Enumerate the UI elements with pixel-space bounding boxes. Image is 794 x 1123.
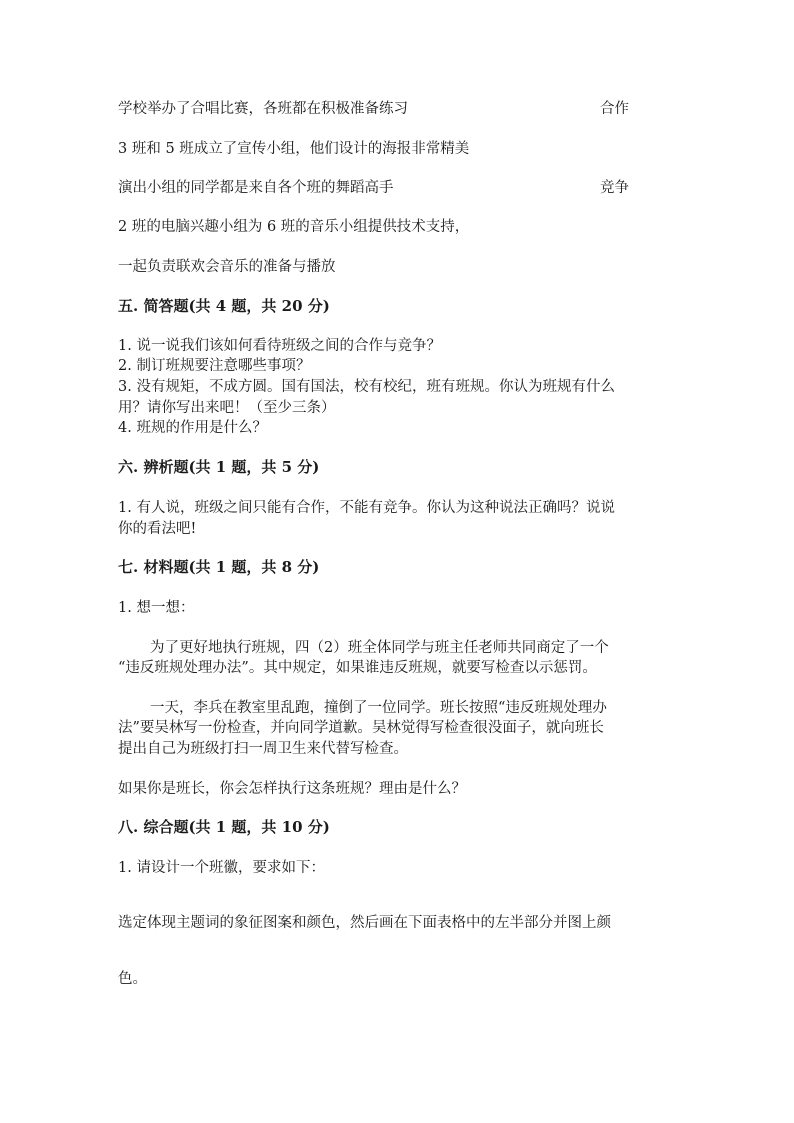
section-7-paragraph-2-line3: 提出自己为班级打扫一周卫生来代替写检查。 <box>118 741 408 757</box>
section-8-requirement-line1: 选定体现主题词的象征图案和颜色，然后画在下面表格中的左半部分并图上颜 <box>118 915 611 931</box>
matching-item-3: 演出小组的同学都是来自各个班的舞蹈高手 <box>118 180 394 196</box>
section-5-q2: 2. 制订班规要注意哪些事项？ <box>118 358 311 374</box>
section-5-title: 五. 简答题(共 4 题，共 20 分) <box>118 297 330 315</box>
matching-item-4-line2: 一起负责联欢会音乐的准备与播放 <box>118 259 336 275</box>
matching-option-cooperation: 合作 <box>600 101 629 117</box>
section-8-q1: 1. 请设计一个班徽，要求如下： <box>118 860 325 876</box>
matching-option-competition: 竞争 <box>600 180 629 196</box>
section-8-title: 八. 综合题(共 1 题，共 10 分) <box>118 818 330 836</box>
section-5-q3-line2: 用？请你写出来吧！（至少三条） <box>118 400 336 416</box>
section-8-requirement-line2: 色。 <box>118 971 147 987</box>
section-7-paragraph-1-line1: 为了更好地执行班规，四（2）班全体同学与班主任老师共同商定了一个 <box>150 640 609 656</box>
matching-item-1: 学校举办了合唱比赛，各班都在积极准备练习 <box>118 101 408 117</box>
section-7-paragraph-2-line1: 一天，李兵在教室里乱跑，撞倒了一位同学。班长按照“违反班规处理办 <box>150 700 607 716</box>
section-6-q1-line2: 你的看法吧! <box>118 521 197 537</box>
section-7-question: 如果你是班长，你会怎样执行这条班规？理由是什么？ <box>118 781 466 797</box>
section-5-q3-line1: 3. 没有规矩，不成方圆。国有国法，校有校纪，班有班规。你认为班规有什么 <box>118 379 615 395</box>
matching-item-4-line1: 2 班的电脑兴趣小组为 6 班的音乐小组提供技术支持， <box>118 219 470 235</box>
section-7-title: 七. 材料题(共 1 题，共 8 分) <box>118 558 320 576</box>
matching-item-2: 3 班和 5 班成立了宣传小组，他们设计的海报非常精美 <box>118 141 470 157</box>
section-7-paragraph-2-line2: 法”要吴林写一份检查，并向同学道歉。吴林觉得写检查很没面子，就向班长 <box>118 720 604 736</box>
section-7-paragraph-1-line2: “违反班规处理办法”。其中规定，如果谁违反班规，就要写检查以示惩罚。 <box>118 660 597 676</box>
section-6-q1-line1: 1. 有人说，班级之间只能有合作，不能有竞争。你认为这种说法正确吗？说说 <box>118 500 615 516</box>
section-5-q1: 1. 说一说我们该如何看待班级之间的合作与竞争？ <box>118 338 441 354</box>
section-7-q1: 1. 想一想： <box>118 600 195 616</box>
section-5-q4: 4. 班规的作用是什么？ <box>118 420 267 436</box>
section-6-title: 六. 辨析题(共 1 题，共 5 分) <box>118 458 320 476</box>
